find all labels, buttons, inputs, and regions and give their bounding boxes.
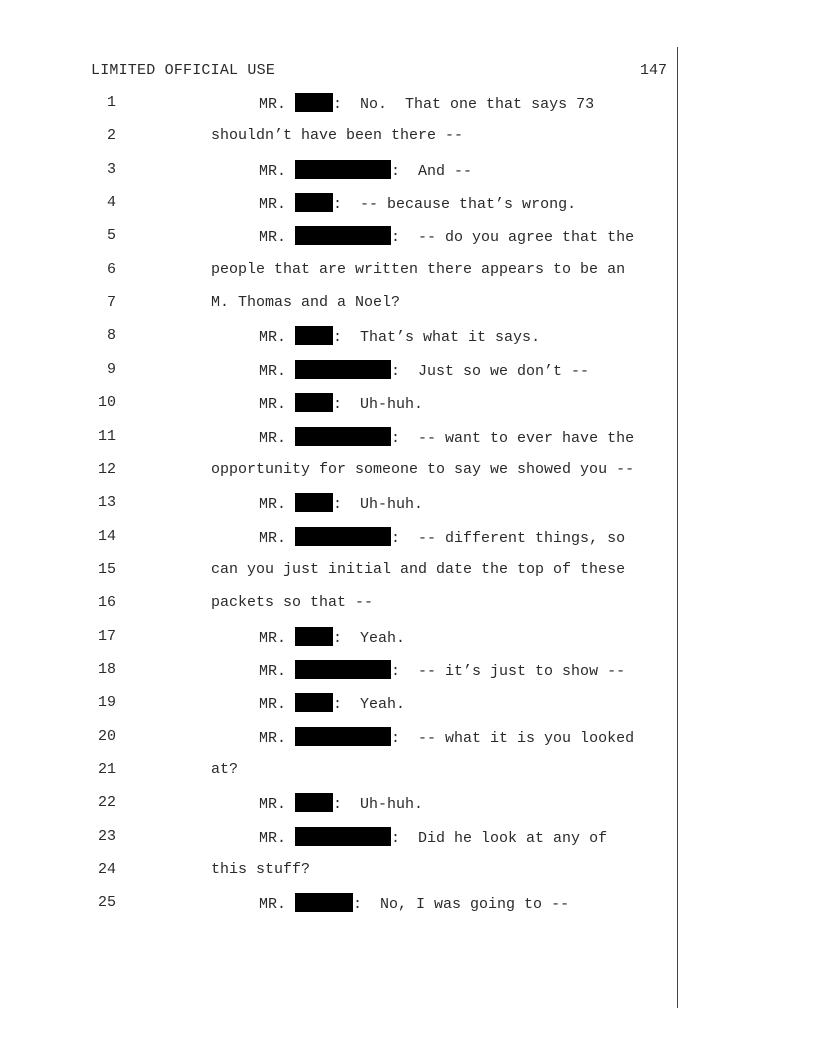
spoken-text: : -- because that’s wrong. [333, 196, 577, 214]
speaker-title: MR. [259, 96, 287, 113]
spoken-text: : -- do you agree that the [391, 229, 635, 247]
spoken-text: : -- different things, so [391, 529, 626, 547]
continuation-line: opportunity for someone to say we showed you -- [211, 460, 635, 478]
redaction-box [295, 493, 333, 512]
speaker-title: MR. [259, 329, 287, 347]
spoken-text: : That’s what it says. [333, 329, 541, 347]
line-number: 12 [97, 460, 116, 478]
redaction-box [295, 427, 391, 446]
speaker-title: MR. [259, 496, 287, 514]
speaker-line [259, 493, 423, 515]
speaker-line [259, 693, 405, 715]
line-number: 6 [106, 260, 116, 278]
line-number: 21 [97, 761, 116, 778]
line-number: 22 [97, 794, 116, 812]
redaction-box [295, 527, 391, 546]
line-number: 10 [97, 394, 116, 412]
speaker-line [259, 326, 540, 348]
line-number: 20 [97, 727, 116, 745]
speaker-line [259, 827, 607, 849]
redaction-box [295, 160, 391, 179]
spoken-text: : No, I was going to -- [353, 896, 570, 914]
continuation-line: at? [211, 761, 239, 778]
spoken-text: : No. That one that says 73 [333, 96, 595, 113]
speaker-line [259, 893, 569, 915]
speaker-title: MR. [259, 696, 287, 714]
spoken-text: : -- what it is you looked [391, 729, 635, 747]
line-number: 11 [97, 427, 116, 445]
classification-header: LIMITED OFFICIAL USE [91, 62, 276, 79]
speaker-line [259, 93, 594, 115]
speaker-line [259, 793, 423, 815]
redaction-box [295, 827, 391, 846]
spoken-text: : Uh-huh. [333, 796, 424, 814]
continuation-line: M. Thomas and a Noel? [211, 294, 401, 312]
line-number: 2 [106, 127, 116, 145]
speaker-title: MR. [259, 629, 287, 647]
line-number: 19 [97, 694, 116, 712]
redaction-box [295, 93, 333, 112]
line-number: 15 [97, 560, 116, 578]
line-number: 1 [106, 94, 116, 111]
spoken-text: : And -- [391, 162, 473, 180]
speaker-line [259, 427, 634, 449]
speaker-line [259, 226, 634, 248]
redaction-box [295, 693, 333, 712]
speaker-line [259, 527, 625, 549]
speaker-line [259, 160, 472, 182]
continuation-line: this stuff? [211, 861, 311, 879]
right-margin-rule [677, 47, 678, 1008]
speaker-line [259, 393, 423, 415]
speaker-title: MR. [259, 362, 287, 380]
continuation-line: shouldn’t have been there -- [211, 127, 464, 145]
speaker-line [259, 660, 625, 682]
spoken-text: : -- want to ever have the [391, 429, 635, 447]
redaction-box [295, 793, 333, 812]
redaction-box [295, 393, 333, 412]
speaker-title: MR. [259, 196, 287, 214]
speaker-title: MR. [259, 729, 287, 747]
speaker-line [259, 627, 405, 649]
redaction-box [295, 727, 391, 746]
line-number: 4 [106, 194, 116, 212]
speaker-title: MR. [259, 162, 287, 180]
speaker-title: MR. [259, 796, 287, 814]
speaker-title: MR. [259, 229, 287, 247]
line-number: 3 [106, 160, 116, 178]
redaction-box [295, 326, 333, 345]
spoken-text: : Did he look at any of [391, 829, 608, 847]
redaction-box [295, 893, 353, 912]
line-number: 9 [106, 360, 116, 378]
continuation-line: can you just initial and date the top of these [211, 560, 626, 578]
line-number: 16 [97, 594, 116, 612]
line-number: 25 [97, 894, 116, 912]
speaker-title: MR. [259, 829, 287, 847]
line-number: 23 [97, 827, 116, 845]
continuation-line: packets so that -- [211, 594, 374, 612]
line-number: 13 [97, 494, 116, 512]
redaction-box [295, 193, 333, 212]
speaker-title: MR. [259, 396, 287, 414]
line-number: 17 [97, 627, 116, 645]
redaction-box [295, 627, 333, 646]
speaker-title: MR. [259, 896, 287, 914]
speaker-title: MR. [259, 662, 287, 680]
line-number: 18 [97, 660, 116, 678]
spoken-text: : -- it’s just to show -- [391, 662, 626, 680]
redaction-box [295, 226, 391, 245]
redaction-box [295, 660, 391, 679]
spoken-text: : Uh-huh. [333, 396, 424, 414]
spoken-text: : Yeah. [333, 629, 406, 647]
spoken-text: : Just so we don’t -- [391, 362, 590, 380]
page-number: 147 [640, 62, 668, 79]
speaker-title: MR. [259, 429, 287, 447]
speaker-title: MR. [259, 529, 287, 547]
spoken-text: : Uh-huh. [333, 496, 424, 514]
redaction-box [295, 360, 391, 379]
line-number: 24 [97, 861, 116, 879]
line-number: 14 [97, 527, 116, 545]
speaker-line [259, 193, 576, 215]
continuation-line: people that are written there appears to be an [211, 260, 626, 278]
spoken-text: : Yeah. [333, 696, 406, 714]
line-number: 7 [106, 294, 116, 312]
speaker-line [259, 727, 634, 749]
speaker-line [259, 360, 589, 382]
line-number: 5 [106, 227, 116, 245]
line-number: 8 [106, 327, 116, 345]
